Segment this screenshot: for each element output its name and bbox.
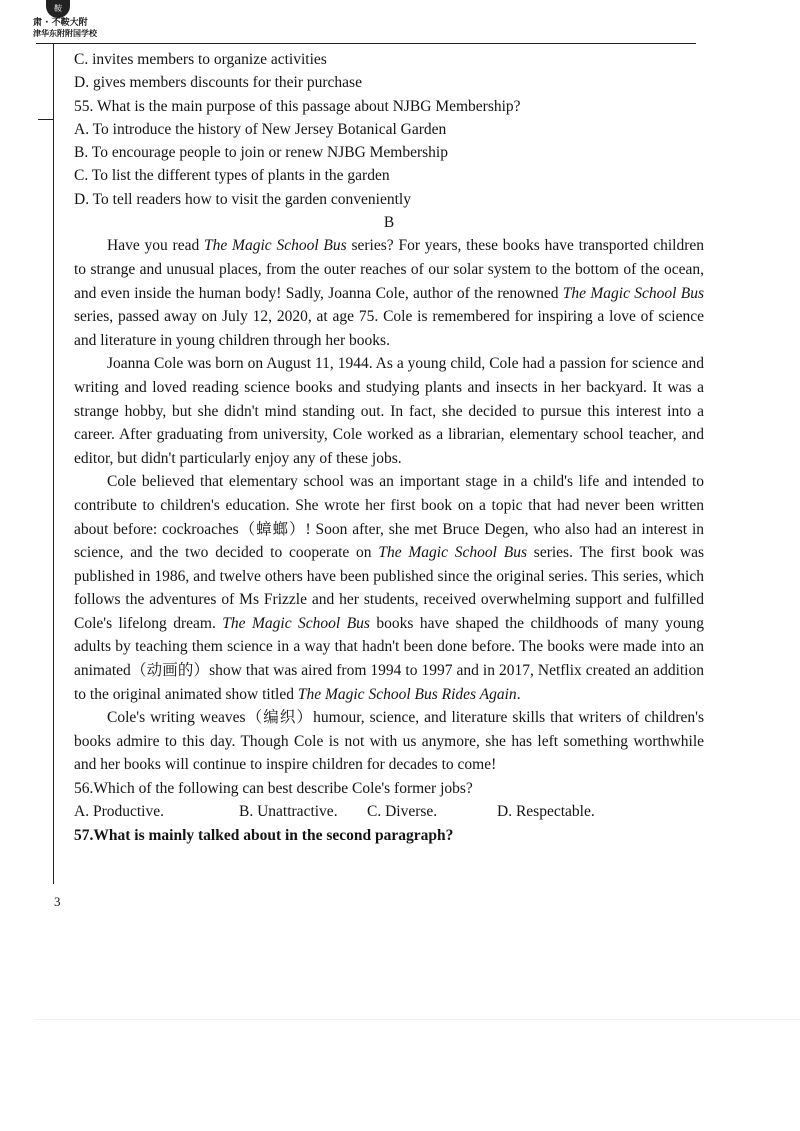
section-label: B [383, 214, 395, 232]
option-56-b: B. Unattractive. [239, 803, 338, 821]
passage-paragraph-1: Have you read The Magic School Bus series? For years, these books have transported children to strange and unusual places, from the outer reaches of our solar system to the bottom of the ocean, and even inside the human body! Sadly, Joanna Cole, author of the renowned The Magic School Bus series, passed away on July 12, 2020, at age 75. Cole is remembered for inspiring a love of science and literature in young children through her books. [74, 237, 704, 349]
binding-margin-line [53, 44, 54, 884]
option-56-d: D. Respectable. [497, 803, 595, 821]
option-54-d: D. gives members discounts for their purchase [74, 74, 362, 92]
passage-paragraph-2: Joanna Cole was born on August 11, 1944. As a young child, Cole had a passion for science and writing and loved reading science books and studying plants and insects in her backyard. It was a strange hobby, but she didn't mind standing out. In fact, she decided to pursue this interest into a career. After graduating from university, Cole worked as a librarian, elementary school teacher, and editor, but didn't particularly enjoy any of these jobs. [74, 355, 704, 467]
question-56: 56.Which of the following can best describe Cole's former jobs? [74, 780, 473, 798]
option-55-b: B. To encourage people to join or renew NJBG Membership [74, 144, 448, 162]
passage-paragraph-4: Cole's writing weaves（编织）humour, science, and literature skills that writers of children's books admire to this day. Though Cole is not with us anymore, she has left something worthwhile and her books will continue to inspire children for decades to come! [74, 709, 704, 774]
page-number: 3 [54, 894, 61, 909]
header-divider [36, 43, 696, 44]
page-edge-line [34, 1019, 800, 1020]
school-logo [33, 0, 97, 39]
option-55-d: D. To tell readers how to visit the garden conveniently [74, 190, 411, 208]
passage-paragraph-3: Cole believed that elementary school was an important stage in a child's life and intended to contribute to children's education. She wrote her first book on a topic that had never been written about before: cockroaches（蟑螂）! Soon after, she met Bruce Degen, who also had an interest in science, and the two decided to cooperate on The Magic School Bus series. The first book was published in 1986, and twelve others have been published since the original series. This series, which follows the adventures of Ms Frizzle and her students, received overwhelming support and fulfilled Cole's lifelong dream. The Magic School Bus books have shaped the childhoods of many young adults by teaching them science in a way that hadn't been done before. The books were made into an animated（动画的）show that was aired from 1994 to 1997 and in 2017, Netflix created an addition to the original animated show titled The Magic School Bus Rides Again. [74, 473, 704, 703]
school-crest-icon: 鞍 [46, 0, 70, 18]
school-logo-subtitle: 肃 · 不鞍大附 [33, 18, 88, 28]
option-55-a: A. To introduce the history of New Jersey Botanical Garden [74, 120, 447, 138]
school-name: 津华东附附国学校 [33, 29, 97, 38]
option-55-c: C. To list the different types of plants in the garden [74, 167, 390, 185]
question-56-options [74, 800, 704, 823]
question-57: 57.What is mainly talked about in the second paragraph? [74, 826, 454, 844]
margin-tick [38, 119, 53, 120]
option-56-c: C. Diverse. [367, 803, 438, 821]
exam-content [74, 48, 704, 847]
option-56-a: A. Productive. [74, 803, 164, 821]
question-55: 55. What is the main purpose of this passage about NJBG Membership? [74, 97, 521, 115]
option-54-c: C. invites members to organize activities [74, 51, 327, 68]
